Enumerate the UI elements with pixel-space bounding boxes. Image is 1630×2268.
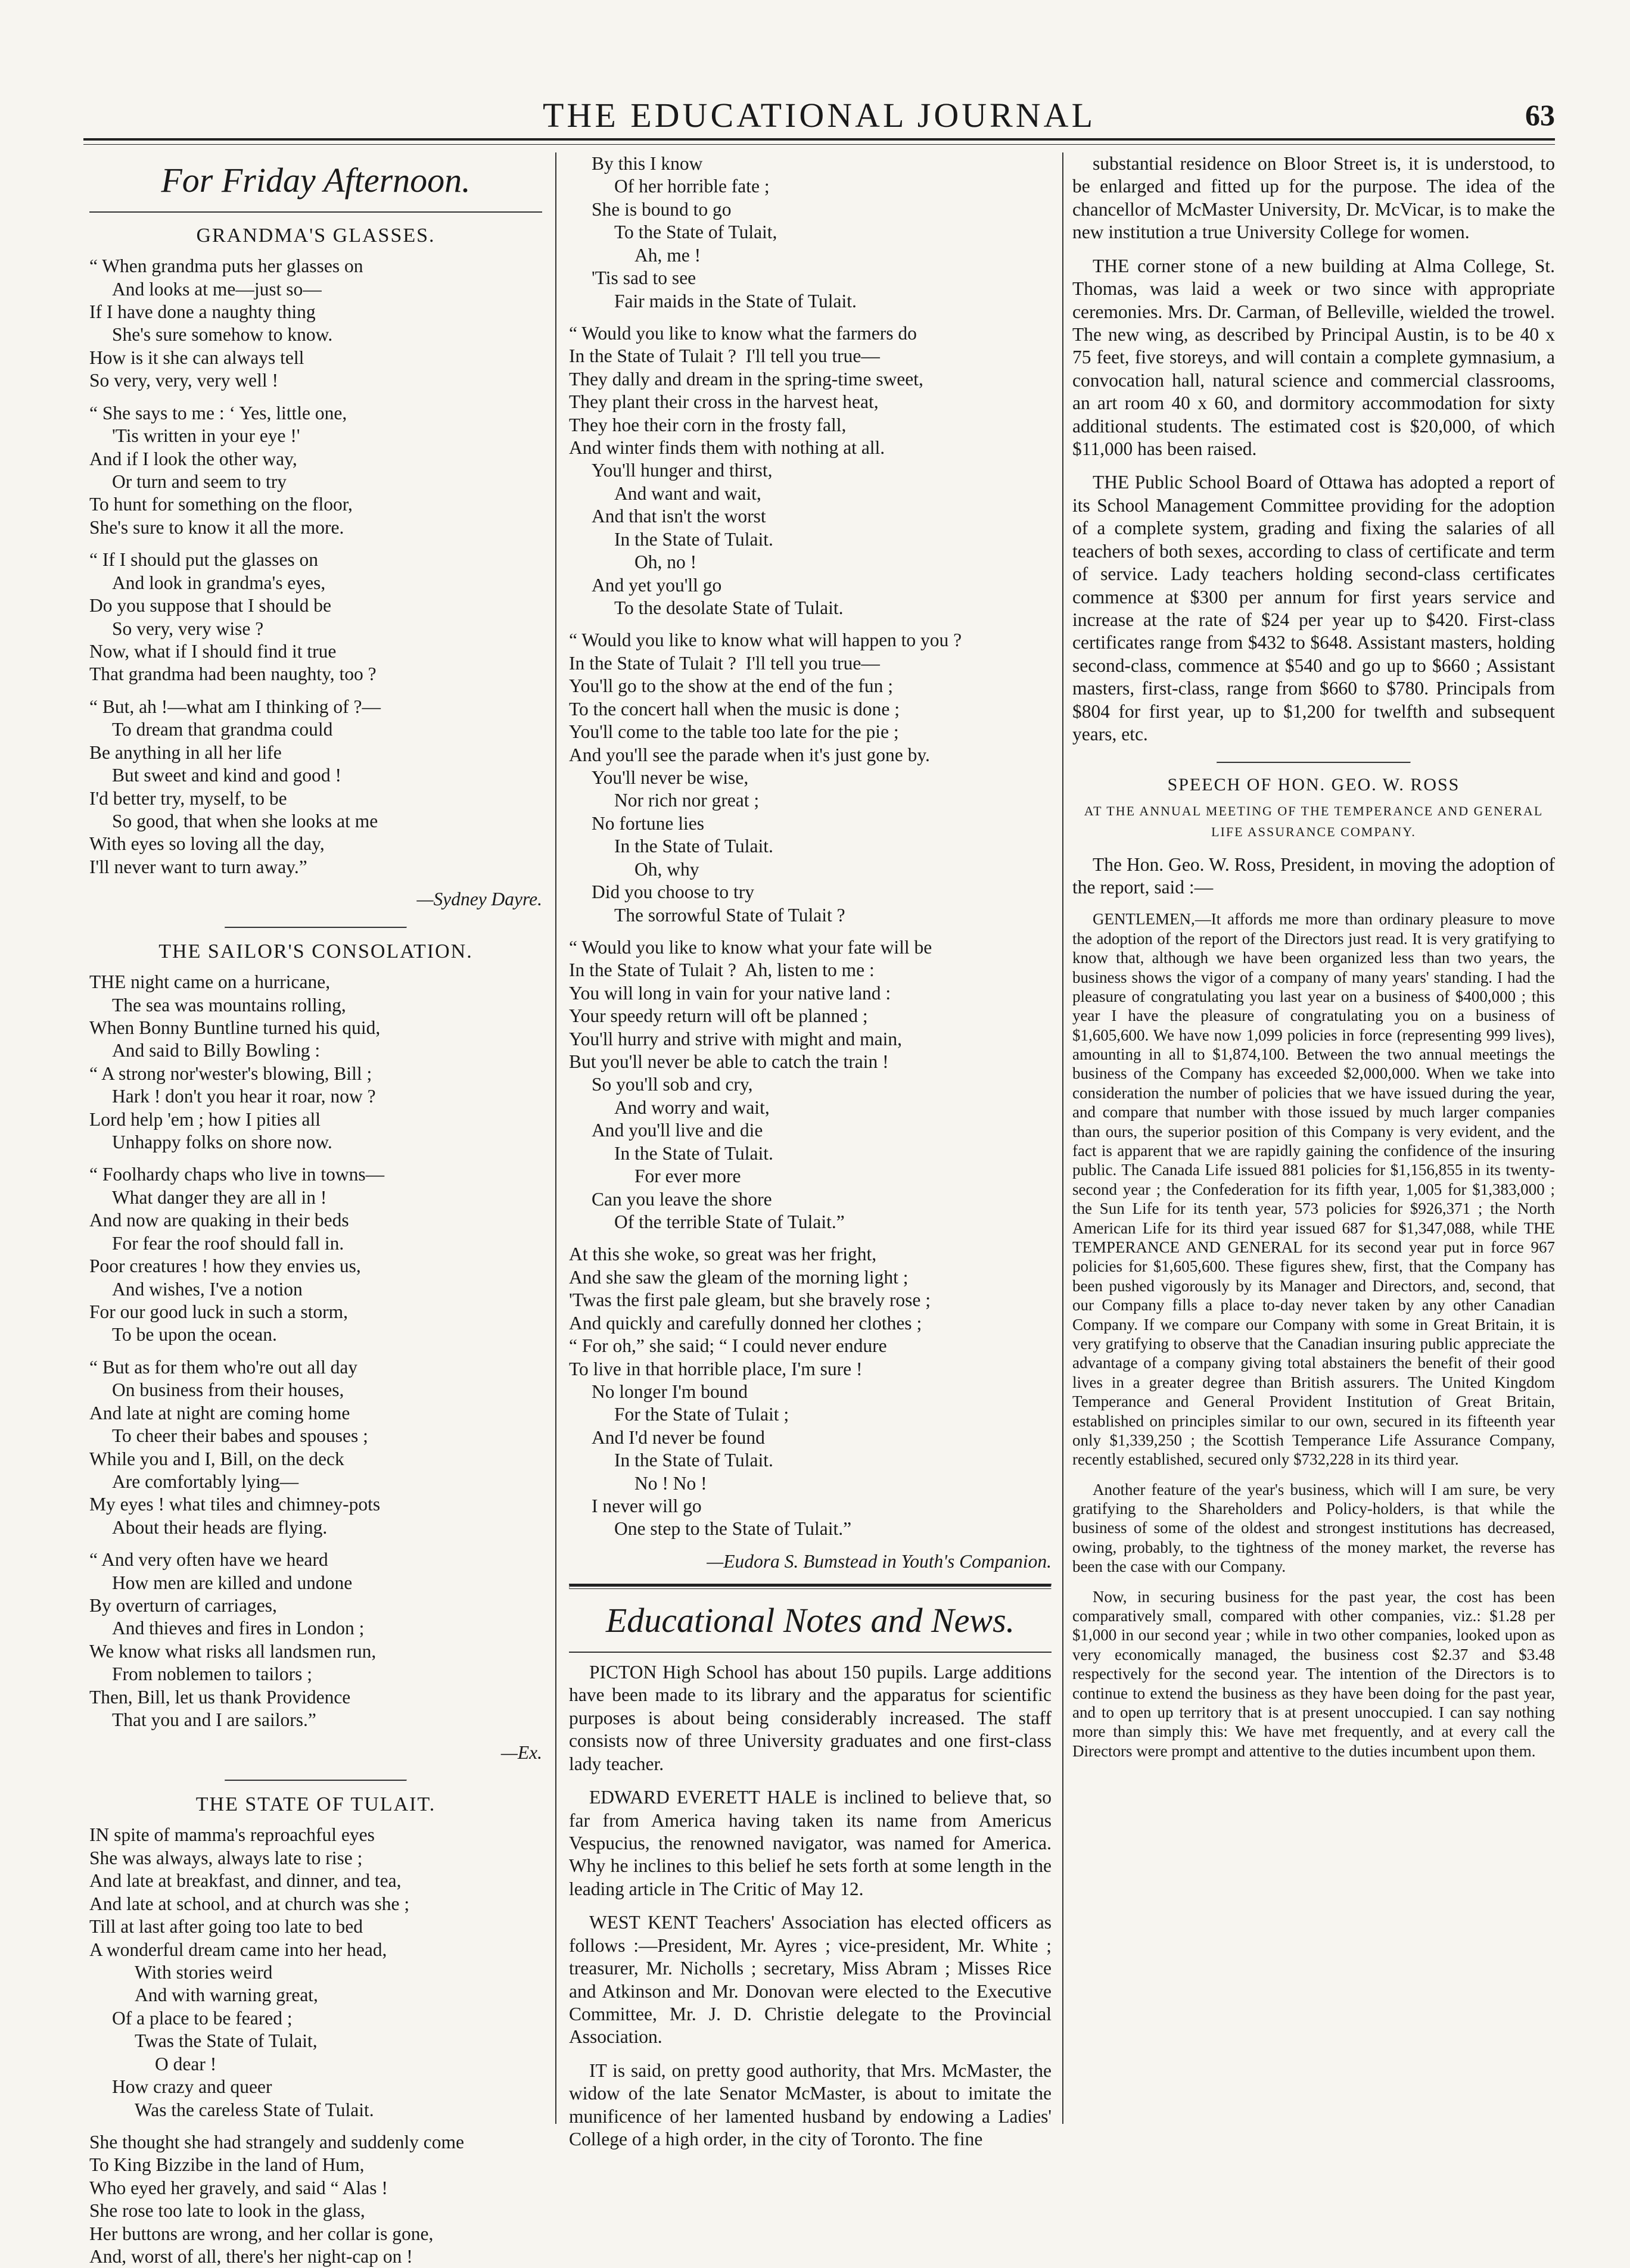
poem-line: They plant their cross in the harvest heat,: [569, 391, 879, 413]
poem-line: No fortune lies: [592, 812, 704, 834]
poem-line: Now, what if I should find it true: [89, 640, 337, 662]
poem-author: —Eudora S. Bumstead in Youth's Companion.: [707, 1550, 1052, 1572]
poem-line: Who eyed her gravely, and said “ Alas !: [89, 2177, 388, 2198]
poem-line: “ She says to me : ‘ Yes, little one,: [89, 402, 347, 423]
poem-line: From noblemen to tailors ;: [112, 1663, 312, 1685]
poem-line: While you and I, Bill, on the deck: [89, 1448, 344, 1469]
poem-line: To the concert hall when the music is done ;: [569, 698, 900, 719]
poem-line: I never will go: [592, 1496, 702, 1517]
poem-line: And thieves and fires in London ;: [112, 1618, 365, 1639]
poem-line: 'Twas the first pale gleam, but she bravely rose ;: [569, 1289, 931, 1311]
poem-line: That you and I are sailors.”: [112, 1709, 316, 1731]
masthead: [83, 89, 1555, 137]
column-3: [1072, 152, 1555, 2124]
poem-line: She thought she had strangely and suddenly come: [89, 2131, 465, 2152]
poem-line: And yet you'll go: [592, 574, 722, 596]
poem-line: 'Tis written in your eye !': [112, 425, 300, 447]
poem-line: In the State of Tulait.: [614, 836, 773, 857]
poem-line: In the State of Tulait ? Ah, listen to me :: [569, 959, 875, 981]
poem-line: Unhappy folks on shore now.: [112, 1132, 332, 1153]
poem-line: And with warning great,: [135, 1984, 318, 2006]
poem-line: So good, that when she looks at me: [112, 810, 378, 831]
poem-line: 'Tis sad to see: [592, 267, 696, 289]
poem-line: Twas the State of Tulait,: [135, 2030, 318, 2052]
speech-body: [1072, 909, 1555, 1761]
speech-intro: The Hon. Geo. W. Ross, President, in moving the adoption of the report, said :—: [1072, 853, 1555, 898]
poem-line: Are comfortably lying—: [112, 1471, 299, 1492]
poem-line: Of a place to be feared ;: [112, 2007, 293, 2029]
poem-line: And I'd never be found: [592, 1426, 765, 1448]
paragraph: THE Public School Board of Ottawa has adopted a report of its School Management Committee providing for the adoption of a complete system, grading and fixing the salaries of all teachers of both sexes, according to class of certificate and term of service. Lady teachers holding second-class certificates commence at $300 per annum for first years service and increase at the rate of $24 per year up to $420. First-class certificates range from $432 to $648. Assistant masters, holding second-class, commence at $540 and go up to $660 ; Assistant masters, first-class, range from $660 to $780. Principals from $804 for first year, up to $1,200 for twelfth and subsequent years, etc.: [1072, 472, 1555, 745]
stanza: [89, 696, 542, 878]
poem-line: And late at school, and at church was she ;: [89, 1893, 410, 1914]
poem-sailor: [89, 971, 542, 1732]
poem-line: “ But as for them who're out all day: [89, 1356, 358, 1378]
stanza: [89, 2131, 542, 2268]
poem-line: My eyes ! what tiles and chimney-pots: [89, 1494, 381, 1515]
poem-line: And quickly and carefully donned her clothes ;: [569, 1312, 922, 1334]
poem-line: When Bonny Buntline turned his quid,: [89, 1017, 381, 1038]
poem-line: In the State of Tulait ? I'll tell you true—: [569, 652, 880, 674]
section-title-news: Educational Notes and News.: [605, 1601, 1015, 1640]
poem-line: That grandma had been naughty, too ?: [89, 663, 377, 685]
poem-line: You'll come to the table too late for the pie ;: [569, 721, 899, 743]
poem-line: And now are quaking in their beds: [89, 1210, 349, 1231]
stanza: [89, 971, 542, 1154]
poem-line: And that isn't the worst: [592, 506, 766, 527]
poem-line: In the State of Tulait.: [614, 528, 773, 550]
poem-line: Fair maids in the State of Tulait.: [614, 290, 857, 311]
poem-line: IN spite of mamma's reproachful eyes: [89, 1824, 375, 1846]
speech-subtitle: AT THE ANNUAL MEETING OF THE TEMPERANCE AND GENERAL LIFE ASSURANCE COMPANY.: [1084, 803, 1544, 840]
poem-line: Then, Bill, let us thank Providence: [89, 1686, 351, 1708]
poem-line: And late at breakfast, and dinner, and tea,: [89, 1870, 402, 1892]
poem-line: About their heads are flying.: [112, 1516, 328, 1538]
stanza: [89, 549, 542, 686]
poem-line: Ah, me !: [634, 244, 701, 266]
poem-line: By overturn of carriages,: [89, 1595, 277, 1616]
poem-line: But you'll never be able to catch the train !: [569, 1051, 889, 1073]
column-divider: [555, 152, 556, 2124]
poem-line: She's sure somehow to know.: [112, 324, 333, 345]
poem-line: You'll hurry and strive with might and main,: [569, 1028, 902, 1049]
paragraph: substantial residence on Bloor Street is, it is understood, to be enlarged and fitted up for the purpose. The idea of the chancellor of McMaster University, Dr. McVicar, is to make the new institution a true University College for women.: [1072, 153, 1555, 243]
poem-line: No longer I'm bound: [592, 1381, 748, 1402]
poem-line: I'd better try, myself, to be: [89, 787, 287, 809]
stanza: [89, 1824, 542, 2121]
poem-line: But sweet and kind and good !: [112, 765, 341, 786]
poem-line: You'll go to the show at the end of the fun ;: [569, 675, 894, 697]
news-col3: [1072, 152, 1555, 746]
poem-line: And said to Billy Bowling :: [112, 1040, 321, 1061]
poem-line: So very, very wise ?: [112, 618, 264, 639]
poem-line: “ Would you like to know what the farmers do: [569, 322, 917, 344]
divider: [569, 1584, 1052, 1589]
poem-line: To be upon the ocean.: [112, 1324, 277, 1345]
poem-title-grandma: GRANDMA'S GLASSES.: [196, 224, 436, 247]
header-rule-thin: [83, 144, 1555, 145]
paragraph: Now, in securing business for the past year, the cost has been comparatively small, compared with other companies, viz.: $1.28 per $1,000 in our second year ; while in two other companies, looked upon as very economically managed, the business cost $2.37 and $3.48 respectively for the second year. The intention of the Directors is to continue to extend the business as they have been doing for the past year, and to open up territory that is at present unoccupied. I can say nothing more than simply this: We have met frequently, and at every call the Directors were prompt and attentive to the duties incumbent upon them.: [1072, 1587, 1555, 1760]
poem-line: Poor creatures ! how they envies us,: [89, 1256, 361, 1277]
poem-line: With stories weird: [135, 1962, 273, 1983]
divider: [89, 211, 542, 213]
poem-line: So you'll sob and cry,: [592, 1074, 753, 1095]
divider: [569, 1652, 1052, 1653]
poem-line: “ Would you like to know what your fate will be: [569, 936, 932, 958]
stanza: [569, 1243, 1052, 1540]
paragraph: THE corner stone of a new building at Alma College, St. Thomas, was laid a week or two since with appropriate ceremonies. Mrs. Dr. Carman, of Belleville, wielded the trowel. The new wing, as described by Principal Austin, is to be 40 x 75 feet, five storeys, and will contain a complete gymnasium, a convocation hall, natural science and commercial classrooms, an art room 40 x 60, and dormitory accommodation for sixty additional students. The estimated cost is $20,000, of which $11,000 has been raised.: [1072, 255, 1555, 460]
poem-line: And you'll live and die: [592, 1120, 763, 1141]
poem-title-tulait: THE STATE OF TULAIT.: [195, 1793, 436, 1815]
poem-line: They hoe their corn in the frosty fall,: [569, 414, 847, 435]
poem-line: “ Foolhardy chaps who live in towns—: [89, 1164, 385, 1185]
stanza: [569, 936, 1052, 1233]
poem-line: “ If I should put the glasses on: [89, 549, 319, 571]
poem-line: Oh, why: [634, 858, 699, 880]
divider: [225, 927, 407, 929]
poem-line: And wishes, I've a notion: [112, 1278, 303, 1300]
poem-line: And looks at me—just so—: [112, 278, 322, 300]
stanza: [89, 1356, 542, 1539]
paragraph: GENTLEMEN,—It affords me more than ordinary pleasure to move the adoption of the report of the Directors just read. It is very gratifying to know that, although we have been organized less than two years, the business shows the vigor of a company of many years' standing. I had the pleasure of congratulating you last year on a business of $400,000 ; this year I have the pleasure of congratulating you on a business of $1,605,600. We have now 1,099 policies in force (representing 999 lives), amounting in all to $1,874,100. Between the two annual meetings the business of the Company has exceeded $2,000,000. When we take into consideration the number of policies that we have issued during the year, and compare that number with those issued by much larger companies than ours, the superior position of this Company is very evident, and the fact is apparent that we are rapidly gaining the confidence of the insuring public. The Canada Life issued 881 policies for $1,156,855 in its twenty-second year ; the Confederation for its fifth year, 1,005 for $1,383,000 ; the Sun Life for its tenth year, 573 policies for $926,371 ; the North American Life for its third year issued 687 for $1,347,088, while THE TEMPERANCE AND GENERAL for its second year put in force 967 policies for $1,605,600. These figures shew, first, that the Company has been pushed vigorously by its Manager and Directors, and, second, that our Company fills a place to-day never taken by any other Canadian Company. If we compare our Company with some in Great Britain, it is very gratifying to observe that the Canadian insuring public appreciate the advantage of a company giving total abstainers the benefit of their good lives in a greater degree than British assurers. The United Kingdom Temperance and General Provident Institution of Great Britain, established on principles similar to our own, secured in its fifteenth year only $1,339,250 ; the Scottish Temperance Life Assurance Company, recently established, secured only $732,228 in its third year.: [1072, 910, 1555, 1469]
poem-line: And, worst of all, there's her night-cap on !: [89, 2246, 413, 2267]
speech-title: SPEECH OF HON. GEO. W. ROSS: [1167, 774, 1460, 795]
poem-line: We know what risks all landsmen run,: [89, 1640, 377, 1662]
poem-line: So very, very, very well !: [89, 370, 278, 391]
poem-line: By this I know: [592, 153, 703, 174]
section-title-friday: For Friday Afternoon.: [161, 161, 471, 200]
poem-line: On business from their houses,: [112, 1379, 344, 1401]
poem-line: To hunt for something on the floor,: [89, 494, 353, 515]
poem-line: You'll never be wise,: [592, 767, 749, 788]
poem-title-sailor: THE SAILOR'S CONSOLATION.: [158, 940, 473, 962]
poem-line: And late at night are coming home: [89, 1402, 350, 1423]
stanza: [569, 322, 1052, 619]
poem-line: In the State of Tulait ? I'll tell you true—: [569, 345, 880, 367]
poem-grandma: [89, 255, 542, 878]
poem-line: “ A strong nor'wester's blowing, Bill ;: [89, 1063, 372, 1084]
poem-line: And want and wait,: [614, 482, 761, 504]
divider: [1217, 762, 1411, 764]
poem-line: Did you choose to try: [592, 881, 754, 903]
poem-line: “ But, ah !—what am I thinking of ?—: [89, 696, 381, 717]
poem-line: Hark ! don't you hear it roar, now ?: [112, 1086, 376, 1107]
poem-line: To dream that grandma could: [112, 719, 333, 740]
poem-line: Can you leave the shore: [592, 1188, 772, 1210]
poem-line: One step to the State of Tulait.”: [614, 1518, 852, 1540]
poem-line: She's sure to know it all the more.: [89, 516, 344, 538]
poem-line: The sorrowful State of Tulait ?: [614, 904, 845, 926]
poem-line: To cheer their babes and spouses ;: [112, 1425, 368, 1447]
poem-line: “ And very often have we heard: [89, 1549, 328, 1571]
poem-line: And she saw the gleam of the morning light ;: [569, 1266, 909, 1288]
poem-line: And winter finds them with nothing at all.: [569, 437, 885, 459]
divider: [225, 1780, 407, 1781]
poem-line: O dear !: [155, 2053, 217, 2074]
poem-line: Of the terrible State of Tulait.”: [614, 1211, 845, 1232]
poem-line: Nor rich nor great ;: [614, 790, 760, 811]
poem-line: To the State of Tulait,: [614, 222, 777, 243]
paragraph: WEST KENT Teachers' Association has elected officers as follows :—President, Mr. Ayres ; vice-president, Mr. White ; treasurer, Mr. Nicholls ; secretary, Miss Abram ; Misses Rice and Atkinson and Mr. Donovan were elected to the Executive Committee, Mr. J. D. Christie delegate to the Provincial Association.: [569, 1912, 1052, 2048]
poem-line: THE night came on a hurricane,: [89, 971, 331, 993]
poem-line: And look in grandma's eyes,: [112, 572, 326, 593]
poem-line: You'll hunger and thirst,: [592, 460, 773, 481]
poem-line: Or turn and seem to try: [112, 471, 287, 493]
poem-line: She was always, always late to rise ;: [89, 1847, 363, 1868]
stanza: [89, 402, 542, 540]
poem-line: She is bound to go: [592, 198, 732, 220]
poem-line: To King Bizzibe in the land of Hum,: [89, 2154, 365, 2176]
journal-title: THE EDUCATIONAL JOURNAL: [543, 96, 1096, 135]
stanza: [89, 1163, 542, 1346]
column-divider: [1062, 152, 1063, 2124]
poem-line: Lord help 'em ; how I pities all: [89, 1108, 321, 1130]
news-col2: [569, 1661, 1052, 2151]
poem-line: What danger they are all in !: [112, 1186, 327, 1208]
poem-line: For the State of Tulait ;: [614, 1404, 789, 1425]
poem-line: Of her horrible fate ;: [614, 176, 770, 197]
poem-line: Oh, no !: [634, 552, 697, 573]
poem-line: At this she woke, so great was her fright,: [569, 1244, 877, 1265]
poem-line: How is it she can always tell: [89, 347, 304, 368]
stanza: [89, 255, 542, 392]
poem-line: How men are killed and undone: [112, 1572, 353, 1593]
poem-tulait-part2: [569, 152, 1052, 1541]
poem-line: She rose too late to look in the glass,: [89, 2200, 365, 2222]
stanza: [569, 152, 1052, 313]
poem-line: Till at last after going too late to bed: [89, 1916, 363, 1937]
poem-line: You will long in vain for your native land :: [569, 982, 891, 1004]
poem-line: “ Would you like to know what will happen to you ?: [569, 630, 962, 651]
poem-line: How crazy and queer: [112, 2076, 272, 2098]
poem-line: They dally and dream in the spring-time sweet,: [569, 368, 923, 390]
paragraph: Another feature of the year's business, which will I am sure, be very gratifying to the Shareholders and Policy-holders, is that while the business of some of the oldest and strongest institutions has decreased, owing, probably, to the tightness of the money market, the reverse has been the case with our Company.: [1072, 1480, 1555, 1576]
poem-line: To the desolate State of Tulait.: [614, 597, 844, 619]
poem-line: The sea was mountains rolling,: [112, 994, 346, 1015]
stanza: [89, 1549, 542, 1731]
poem-line: If I have done a naughty thing: [89, 301, 316, 323]
poem-line: Was the careless State of Tulait.: [135, 2099, 374, 2120]
header-rule: [83, 138, 1555, 141]
poem-line: “ When grandma puts her glasses on: [89, 256, 363, 277]
poem-line: In the State of Tulait.: [614, 1450, 773, 1471]
poem-line: And worry and wait,: [614, 1096, 770, 1118]
poem-line: Be anything in all her life: [89, 742, 282, 763]
stanza: [569, 629, 1052, 926]
poem-line: A wonderful dream came into her head,: [89, 1939, 387, 1960]
poem-line: For ever more: [634, 1166, 741, 1187]
column-1: [89, 152, 542, 2267]
paragraph: PICTON High School has about 150 pupils. Large additions have been made to its library and the apparatus for scientific purposes is about being considerably increased. The staff consists now of three University graduates and one first-class lady teacher.: [569, 1662, 1052, 1774]
poem-line: No ! No !: [634, 1472, 707, 1494]
poem-line: Your speedy return will oft be planned ;: [569, 1005, 868, 1027]
poem-line: In the State of Tulait.: [614, 1142, 773, 1164]
poem-line: And you'll see the parade when it's just gone by.: [569, 744, 930, 765]
poem-line: I'll never want to turn away.”: [89, 856, 307, 877]
poem-author: —Ex.: [500, 1742, 542, 1763]
poem-line: To live in that horrible place, I'm sure !: [569, 1358, 863, 1379]
paragraph: IT is said, on pretty good authority, that Mrs. McMaster, the widow of the late Senator McMaster, is about to imitate the munificence of her lamented husband by endowing a Ladies' College of a high order, in the city of Toronto. The fine: [569, 2060, 1052, 2150]
poem-line: For fear the roof should fall in.: [112, 1232, 344, 1254]
poem-tulait-part1: [89, 1824, 542, 2268]
poem-line: Do you suppose that I should be: [89, 595, 331, 616]
paragraph: EDWARD EVERETT HALE is inclined to believe that, so far from America having taken its name from Americus Vespucius, the renowned navigator, was named for America. Why he inclines to this belief he sets forth at some length in the leading article in The Critic of May 12.: [569, 1787, 1052, 1899]
poem-author: —Sydney Dayre.: [416, 889, 542, 910]
poem-line: With eyes so loving all the day,: [89, 833, 325, 855]
poem-line: And if I look the other way,: [89, 448, 297, 469]
poem-line: “ For oh,” she said; “ I could never endure: [569, 1335, 887, 1357]
column-2: [569, 152, 1052, 2150]
page-number: 63: [1525, 98, 1555, 132]
poem-line: Her buttons are wrong, and her collar is gone,: [89, 2223, 434, 2244]
poem-line: For our good luck in such a storm,: [89, 1301, 348, 1322]
